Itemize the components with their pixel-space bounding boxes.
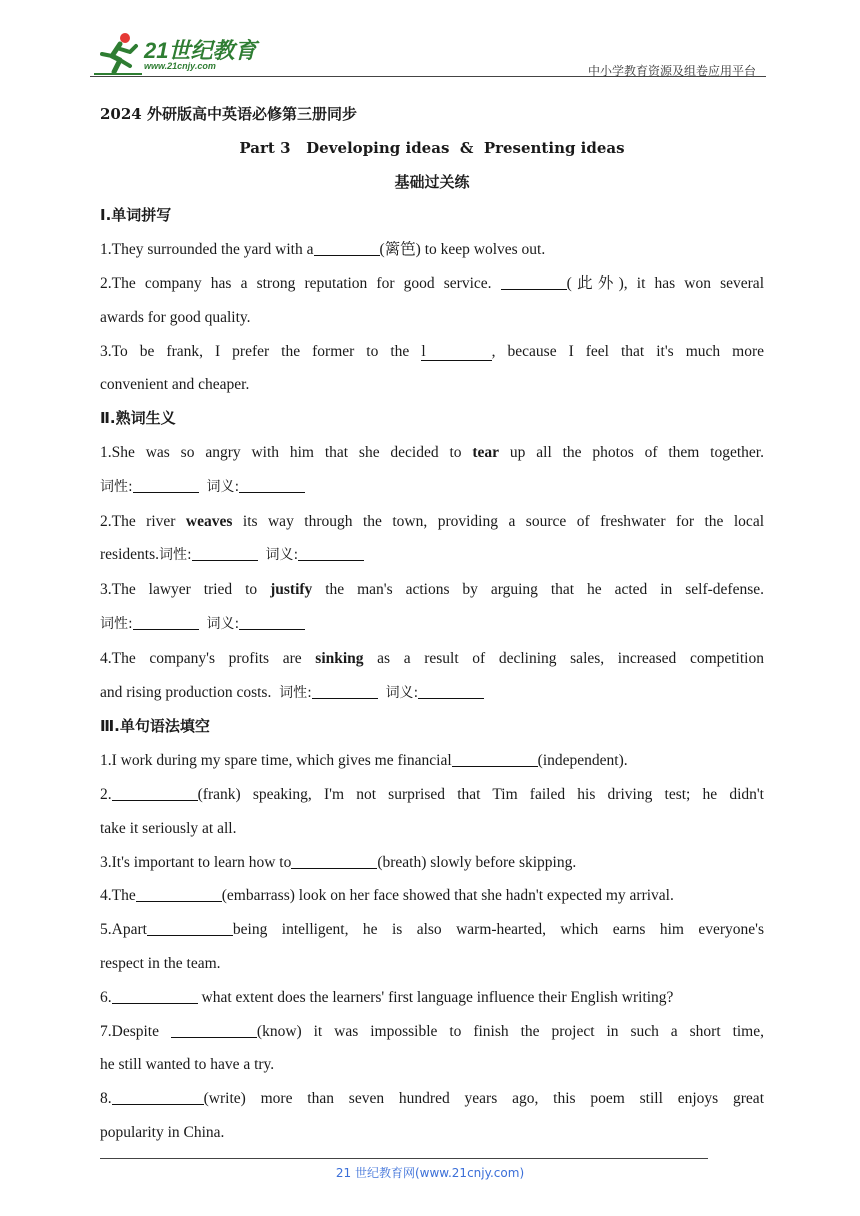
meaning-label: 词义: bbox=[385, 684, 419, 701]
s3-q6-num: 6. bbox=[100, 988, 112, 1006]
document-body bbox=[100, 98, 764, 1150]
s3-q8-num: 8. bbox=[100, 1090, 112, 1108]
meaning-blank[interactable] bbox=[298, 544, 364, 561]
s1-q3 bbox=[100, 335, 764, 369]
s3-q7 bbox=[100, 1015, 764, 1049]
s3-q7-text: 7.Despite bbox=[100, 1022, 171, 1040]
header-platform-text: 中小学教育资源及组卷应用平台 bbox=[587, 64, 756, 78]
s2-q3-keyword: justify bbox=[270, 581, 313, 599]
s2-q4-rest: as a result of declining sales, increased competition bbox=[363, 649, 764, 667]
section-3-heading: Ⅲ.单句语法填空 bbox=[100, 717, 210, 736]
answer-blank[interactable] bbox=[136, 885, 222, 902]
s3-q8-text: (write) more than seven hundred years ago, this poem still enjoys great bbox=[203, 1090, 764, 1108]
s3-q2-num: 2. bbox=[100, 785, 112, 803]
s3-q2-text: (frank) speaking, I'm not surprised that Tim failed his driving test; he didn't bbox=[197, 785, 764, 803]
meaning-blank[interactable] bbox=[239, 613, 305, 630]
s3-q3 bbox=[100, 846, 764, 880]
s2-q1-answers bbox=[100, 470, 764, 505]
footer-link[interactable]: 21 世纪教育网(www.21cnjy.com) bbox=[335, 1166, 525, 1180]
s2-q4 bbox=[100, 642, 764, 676]
meaning-label: 词义: bbox=[206, 615, 240, 632]
s1-q1-hint: (篱笆) to keep wolves out. bbox=[379, 241, 546, 259]
pos-label: 词性: bbox=[100, 615, 133, 632]
s1-q2-text: 2.The company has a strong reputation for good service. bbox=[100, 274, 492, 292]
answer-blank[interactable] bbox=[421, 343, 491, 361]
meaning-blank[interactable] bbox=[418, 682, 484, 699]
s2-q4-answers bbox=[100, 676, 764, 711]
section-2-heading: Ⅱ.熟词生义 bbox=[100, 409, 176, 428]
s1-q3-rest: , because I feel that it's much more bbox=[491, 342, 764, 360]
s1-q2-hint: (此外), it has won several bbox=[566, 274, 764, 292]
header-divider bbox=[90, 76, 766, 77]
s3-q2-cont: take it seriously at all. bbox=[100, 819, 237, 837]
s2-q2-answers bbox=[100, 538, 764, 573]
s2-q4-keyword: sinking bbox=[315, 649, 364, 667]
s3-q6-text: what extent does the learners' first language influence their English writing? bbox=[197, 988, 674, 1006]
s3-q5-rest: being intelligent, he is also warm-hearted, which earns him everyone's bbox=[232, 921, 764, 939]
s3-q1 bbox=[100, 744, 764, 778]
s2-q2-keyword: weaves bbox=[185, 512, 233, 530]
logo-url: www.21cnjy.com bbox=[144, 61, 216, 71]
s3-q3-hint: (breath) slowly before skipping. bbox=[377, 853, 577, 871]
s3-q5-cont: respect in the team. bbox=[100, 954, 221, 972]
s3-q7-cont: he still wanted to have a try. bbox=[100, 1056, 275, 1074]
s2-q3-rest: the man's actions by arguing that he acted in self-defense. bbox=[312, 581, 764, 599]
s3-q4 bbox=[100, 879, 764, 913]
s2-q1-keyword: tear bbox=[472, 443, 500, 461]
s2-q2 bbox=[100, 505, 764, 539]
answer-blank[interactable] bbox=[112, 987, 198, 1004]
pos-blank[interactable] bbox=[312, 682, 378, 699]
s1-q2 bbox=[100, 267, 764, 301]
s2-q4-cont: and rising production costs. bbox=[100, 683, 272, 701]
meaning-blank[interactable] bbox=[239, 476, 305, 493]
answer-blank[interactable] bbox=[452, 750, 538, 767]
answer-blank[interactable] bbox=[112, 1088, 204, 1105]
s2-q3 bbox=[100, 573, 764, 607]
s1-q3-cont: convenient and cheaper. bbox=[100, 376, 250, 394]
s3-q4-text: 4.The bbox=[100, 887, 136, 905]
answer-blank[interactable] bbox=[501, 273, 567, 290]
section-1-heading: Ⅰ.单词拼写 bbox=[100, 206, 172, 225]
pos-blank[interactable] bbox=[133, 613, 199, 630]
s2-q2-text: 2.The river bbox=[100, 512, 186, 530]
s3-q4-hint: (embarrass) look on her face showed that she hadn't expected my arrival. bbox=[221, 887, 674, 905]
s3-q1-text: 1.I work during my spare time, which gives me financial bbox=[100, 752, 452, 770]
s3-q5-text: 5.Apart bbox=[100, 921, 147, 939]
s2-q3-answers bbox=[100, 607, 764, 642]
s3-q1-hint: (independent). bbox=[537, 752, 628, 770]
s1-q3-text: 3.To be frank, I prefer the former to the bbox=[100, 342, 422, 360]
part-title: Part 3 Developing ideas & Presenting ideas bbox=[239, 138, 625, 157]
s2-q2-cont: residents. bbox=[100, 546, 159, 564]
s1-q1 bbox=[100, 233, 764, 267]
s1-q1-text: 1.They surrounded the yard with a bbox=[100, 241, 314, 259]
s2-q1-text: 1.She was so angry with him that she decided to bbox=[100, 443, 473, 461]
s3-q7-rest: (know) it was impossible to finish the project in such a short time, bbox=[256, 1022, 764, 1040]
pos-blank[interactable] bbox=[133, 476, 199, 493]
s2-q1 bbox=[100, 436, 764, 470]
s2-q3-text: 3.The lawyer tried to bbox=[100, 581, 271, 599]
s3-q6 bbox=[100, 981, 764, 1015]
answer-blank[interactable] bbox=[112, 784, 198, 801]
pos-label: 词性: bbox=[279, 684, 312, 701]
subtitle: 基础过关练 bbox=[394, 172, 470, 191]
answer-blank[interactable] bbox=[147, 919, 233, 936]
answer-blank[interactable] bbox=[314, 239, 380, 256]
s3-q5 bbox=[100, 913, 764, 947]
meaning-label: 词义: bbox=[265, 547, 299, 564]
pos-label: 词性: bbox=[158, 547, 192, 564]
page-header bbox=[90, 30, 766, 78]
s3-q8-cont: popularity in China. bbox=[100, 1123, 225, 1141]
s2-q4-text: 4.The company's profits are bbox=[100, 649, 316, 667]
s3-q8 bbox=[100, 1082, 764, 1116]
logo bbox=[90, 30, 260, 76]
answer-blank[interactable] bbox=[171, 1021, 257, 1038]
runner-logo-icon bbox=[90, 30, 146, 76]
s1-q3-letter: l bbox=[421, 342, 426, 360]
s3-q3-text: 3.It's important to learn how to bbox=[100, 853, 292, 871]
logo-title: 21世纪教育 bbox=[144, 38, 257, 63]
meaning-label: 词义: bbox=[206, 478, 240, 495]
s2-q2-rest: its way through the town, providing a source of freshwater for the local bbox=[232, 512, 765, 530]
s1-q2-cont: awards for good quality. bbox=[100, 308, 251, 326]
answer-blank[interactable] bbox=[291, 852, 377, 869]
s3-q2 bbox=[100, 778, 764, 812]
s2-q1-rest: up all the photos of them together. bbox=[499, 443, 764, 461]
course-title: 2024 外研版高中英语必修第三册同步 bbox=[100, 105, 357, 123]
footer-divider bbox=[100, 1158, 708, 1159]
pos-label: 词性: bbox=[100, 478, 133, 495]
pos-blank[interactable] bbox=[192, 544, 258, 561]
